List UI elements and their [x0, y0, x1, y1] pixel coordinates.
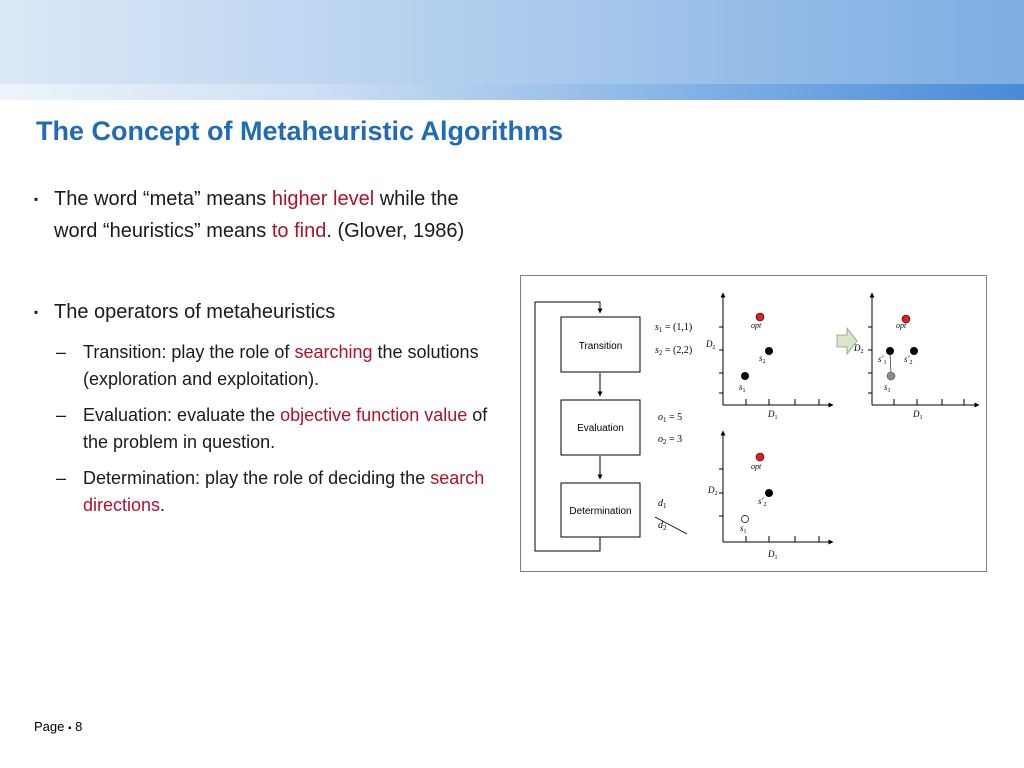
- transition-box: [561, 317, 640, 372]
- svg-text:s1: $s_1$: [884, 382, 891, 394]
- svg-text:opt: opt: [896, 321, 907, 330]
- opt-point: [756, 453, 764, 461]
- s2-point: [765, 347, 773, 355]
- svg-text:opt: opt: [751, 462, 762, 471]
- eq-s2: $s_2 = (2,2)$: [655, 345, 693, 357]
- move-line: [890, 355, 891, 372]
- bullet-meta-definition: ▪ The word “meta” means higher level while the word “heuristics” means to find. (Glover, 1986): [34, 183, 504, 247]
- highlight-higher-level: higher level: [271, 188, 375, 210]
- s1-prime-point: [886, 347, 894, 355]
- metaheuristic-diagram: [520, 275, 987, 572]
- sub-bullet-evaluation: – Evaluation: evaluate the objective function value of the problem in question.: [56, 405, 488, 452]
- evaluation-box: [561, 400, 640, 455]
- plot-determination: [707, 431, 833, 561]
- s1-point: [741, 372, 749, 380]
- s1-discarded-point: [742, 516, 749, 523]
- determination-box: [561, 483, 640, 537]
- eq-o2: $o_2 = 3$: [658, 434, 683, 446]
- highlight-to-find: to find: [271, 220, 327, 242]
- highlight-search-directions: search directions: [83, 468, 485, 515]
- svg-text:D1: $D_1$: [768, 549, 778, 561]
- s1-moved-point: [887, 372, 895, 380]
- opt-point: [756, 313, 764, 321]
- eq-d2: $d_2$: [658, 520, 667, 532]
- bullet-operators: ▪ The operators of metaheuristics: [34, 296, 504, 328]
- svg-text:D1: $D_1$: [768, 409, 778, 421]
- svg-text:opt: opt: [751, 321, 762, 330]
- equations: [655, 322, 692, 534]
- eq-o1: $o_1 = 5$: [658, 412, 683, 424]
- eq-s1: $s_1 = (1,1)$: [655, 322, 693, 334]
- plot-after: [853, 293, 979, 421]
- transition-label: Transition: [578, 341, 623, 352]
- svg-text:D2: $D_2$: [706, 339, 716, 351]
- slide-title: The Concept of Metaheuristic Algorithms: [36, 116, 564, 146]
- page-number: 8: [75, 719, 83, 734]
- svg-text:D1: $D_1$: [913, 409, 923, 421]
- determination-label: Determination: [569, 506, 632, 517]
- plot-before: [705, 293, 833, 421]
- highlight-searching: searching: [294, 342, 373, 362]
- evaluation-label: Evaluation: [577, 423, 624, 434]
- svg-text:s′2: $s'_2$: [904, 354, 913, 366]
- eq-d1: $d_1$: [658, 498, 667, 510]
- s2-prime-point: [910, 347, 918, 355]
- svg-text:D2: $D_2$: [708, 485, 718, 497]
- diagram-svg: [521, 276, 986, 571]
- page-label: Page: [34, 719, 65, 734]
- bullet-marker: ▪: [34, 192, 39, 206]
- svg-text:s′1: $s'_1$: [878, 354, 887, 366]
- header-strip: [0, 84, 1024, 100]
- s2-prime-point: [765, 489, 773, 497]
- page-footer: [34, 719, 82, 734]
- bullet-list: [34, 183, 504, 519]
- sub-bullet-determination: – Determination: play the role of deciding the search directions.: [56, 468, 485, 515]
- bullet-marker: ▪: [34, 305, 39, 319]
- svg-text:s2: $s_2$: [759, 353, 766, 365]
- svg-text:s′2: $s'_2$: [758, 496, 767, 508]
- svg-text:D2: $D_2$: [854, 343, 864, 355]
- sub-bullet-transition: – Transition: play the role of searching the solutions (exploration and exploitation).: [56, 342, 479, 389]
- svg-text:s1: $s_1$: [740, 523, 747, 535]
- highlight-objective-function-value: objective function value: [280, 405, 468, 425]
- svg-text:s1: $s_1$: [739, 382, 746, 394]
- page-separator: ▪: [68, 723, 72, 734]
